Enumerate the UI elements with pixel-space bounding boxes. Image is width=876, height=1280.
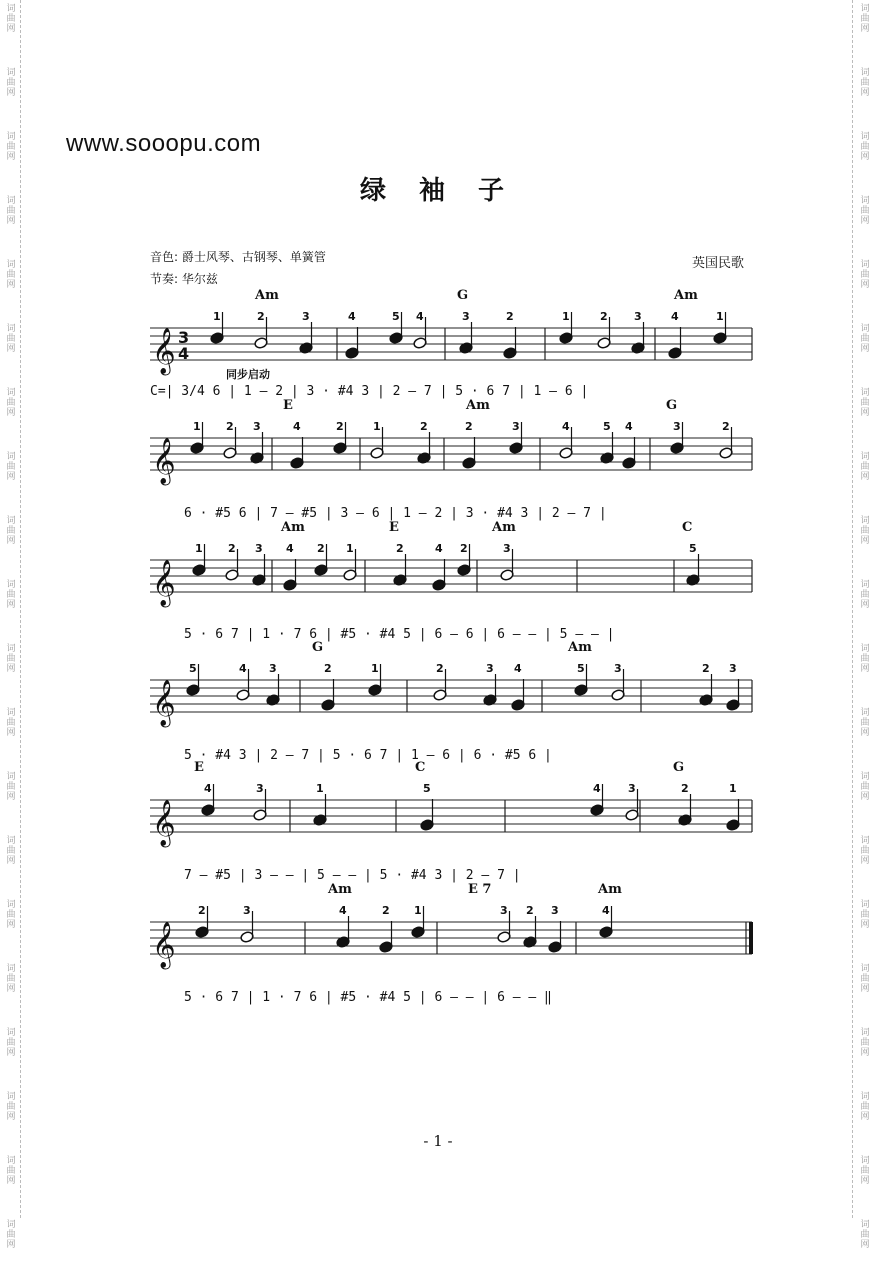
watermark-char: 曲 [6, 14, 16, 24]
chord-name: Am [492, 520, 516, 535]
jianpu-row-1: C=| 3/4 6 | 1 — 2 | 3 · #4 3 | 2 — 7 | 5 · 6 7 | 1 — 6 | [150, 384, 589, 399]
fingering-number: 2 [396, 542, 404, 555]
fingering-number: 5 [189, 662, 197, 675]
watermark-char: 网 [6, 856, 16, 866]
watermark-char: 曲 [860, 78, 870, 88]
watermark-char: 曲 [860, 462, 870, 472]
watermark-char: 网 [860, 88, 870, 98]
watermark-char: 网 [6, 280, 16, 290]
jianpu-row-3: 5 · 6 7 | 1 · 7 6 | #5 · #4 5 | 6 — 6 | 6 — — | 5 — — | [184, 627, 615, 642]
chord-name: Am [568, 640, 592, 655]
fingering-number: 1 [193, 420, 201, 433]
watermark-char: 网 [6, 1048, 16, 1058]
fingering-number: 3 [253, 420, 261, 433]
watermark-char: 词 [6, 132, 16, 142]
fingering-number: 2 [317, 542, 325, 555]
fingering-number: 3 [269, 662, 277, 675]
watermark-char: 网 [860, 920, 870, 930]
watermark-char: 词 [6, 196, 16, 206]
watermark-char: 网 [860, 24, 870, 34]
watermark-char: 曲 [860, 526, 870, 536]
fingering-number: 1 [562, 310, 570, 323]
watermark-char: 网 [860, 472, 870, 482]
watermark-char: 词 [860, 644, 870, 654]
watermark-char: 曲 [860, 974, 870, 984]
watermark-char: 曲 [860, 1038, 870, 1048]
watermark-char: 网 [6, 920, 16, 930]
watermark-char: 网 [860, 1112, 870, 1122]
fingering-number: 1 [729, 782, 737, 795]
watermark-char: 词 [6, 1220, 16, 1230]
watermark-char: 网 [6, 1240, 16, 1250]
watermark-char: 网 [6, 408, 16, 418]
fingering-number: 4 [348, 310, 356, 323]
chord-name: E [389, 520, 399, 535]
watermark-char: 词 [6, 452, 16, 462]
chord-name: E [194, 760, 204, 775]
watermark-char: 网 [860, 344, 870, 354]
treble-clef: 𝄞 [152, 438, 176, 484]
jianpu-row-4: 5 · #4 3 | 2 — 7 | 5 · 6 7 | 1 — 6 | 6 · #5 6 | [184, 748, 552, 763]
watermark-char: 网 [6, 984, 16, 994]
fingering-number: 1 [371, 662, 379, 675]
watermark-char: 词 [860, 4, 870, 14]
fingering-number: 3 [628, 782, 636, 795]
chord-name: Am [598, 882, 622, 897]
watermark-char: 网 [860, 1048, 870, 1058]
watermark-char: 词 [860, 68, 870, 78]
fingering-number: 2 [228, 542, 236, 555]
fingering-number: 2 [198, 904, 206, 917]
watermark-char: 网 [860, 600, 870, 610]
fingering-number: 4 [286, 542, 294, 555]
fingering-number: 4 [293, 420, 301, 433]
watermark-char: 曲 [860, 14, 870, 24]
watermark-char: 曲 [860, 142, 870, 152]
watermark-char: 网 [6, 664, 16, 674]
watermark-char: 词 [6, 1028, 16, 1038]
watermark-char: 网 [6, 216, 16, 226]
watermark-char: 网 [6, 152, 16, 162]
watermark-char: 网 [6, 792, 16, 802]
fingering-number: 3 [462, 310, 470, 323]
watermark-char: 网 [860, 856, 870, 866]
watermark-char: 网 [860, 216, 870, 226]
origin-label: 英国民歌 [691, 256, 744, 271]
watermark-char: 词 [6, 900, 16, 910]
watermark-char: 曲 [860, 782, 870, 792]
watermark-char: 网 [860, 1240, 870, 1250]
watermark-char: 网 [860, 408, 870, 418]
fingering-number: 2 [460, 542, 468, 555]
fingering-number: 3 [256, 782, 264, 795]
watermark-char: 网 [6, 24, 16, 34]
fingering-number: 1 [346, 542, 354, 555]
watermark-char: 网 [860, 792, 870, 802]
watermark-char: 网 [6, 1176, 16, 1186]
chord-name: G [457, 288, 469, 303]
watermark-char: 词 [860, 324, 870, 334]
watermark-char: 曲 [6, 1230, 16, 1240]
fingering-number: 2 [526, 904, 534, 917]
song-title: 绿 袖 子 [359, 176, 517, 206]
watermark-char: 曲 [860, 718, 870, 728]
watermark-char: 词 [6, 68, 16, 78]
fingering-number: 3 [551, 904, 559, 917]
page-number: - 1 - [423, 1132, 453, 1150]
watermark-char: 网 [860, 536, 870, 546]
watermark-char: 词 [860, 836, 870, 846]
fingering-number: 3 [673, 420, 681, 433]
fingering-number: 3 [614, 662, 622, 675]
watermark-char: 词 [6, 1092, 16, 1102]
watermark-char: 词 [860, 580, 870, 590]
watermark-char: 词 [860, 1028, 870, 1038]
fingering-number: 2 [226, 420, 234, 433]
fingering-number: 1 [316, 782, 324, 795]
watermark-char: 曲 [6, 334, 16, 344]
watermark-char: 曲 [6, 846, 16, 856]
chord-name: G [666, 398, 678, 413]
fingering-number: 2 [702, 662, 710, 675]
fingering-number: 3 [729, 662, 737, 675]
watermark-char: 词 [6, 260, 16, 270]
chord-name: Am [328, 882, 352, 897]
fingering-number: 4 [593, 782, 601, 795]
watermark-char: 词 [860, 900, 870, 910]
jianpu-row-5: 7 — #5 | 3 — — | 5 — — | 5 · #4 3 | 2 — 7 | [184, 868, 521, 883]
watermark-char: 曲 [860, 206, 870, 216]
watermark-group [4, 1216, 18, 1280]
fingering-number: 3 [243, 904, 251, 917]
watermark-char: 词 [6, 324, 16, 334]
watermark-char: 曲 [860, 1102, 870, 1112]
fingering-number: 4 [562, 420, 570, 433]
watermark-char: 词 [860, 772, 870, 782]
watermark-char: 曲 [860, 1166, 870, 1176]
watermark-char: 词 [860, 708, 870, 718]
chord-name: C [682, 520, 693, 535]
watermark-char: 词 [6, 644, 16, 654]
watermark-char: 词 [6, 1156, 16, 1166]
watermark-char: 曲 [6, 910, 16, 920]
chord-name: G [673, 760, 685, 775]
watermark-char: 网 [6, 728, 16, 738]
watermark-char: 网 [6, 600, 16, 610]
watermark-char: 网 [860, 728, 870, 738]
watermark-char: 曲 [6, 590, 16, 600]
watermark-char: 曲 [860, 398, 870, 408]
watermark-char: 曲 [860, 270, 870, 280]
fingering-number: 5 [392, 310, 400, 323]
treble-clef: 𝄞 [152, 560, 176, 606]
watermark-char: 词 [860, 452, 870, 462]
fingering-number: 1 [716, 310, 724, 323]
watermark-char: 曲 [6, 718, 16, 728]
fingering-number: 3 [634, 310, 642, 323]
fingering-number: 4 [625, 420, 633, 433]
rhythm-line: 节奏: 华尔兹 [150, 272, 218, 286]
fingering-number: 1 [373, 420, 381, 433]
fingering-number: 4 [602, 904, 610, 917]
fingering-number: 2 [436, 662, 444, 675]
watermark-char: 曲 [6, 1038, 16, 1048]
watermark-char: 曲 [6, 1166, 16, 1176]
fingering-number: 2 [506, 310, 514, 323]
watermark-char: 网 [860, 984, 870, 994]
treble-clef: 𝄞 [152, 922, 176, 968]
fingering-number: 4 [435, 542, 443, 555]
time-signature-top: 3 [178, 328, 190, 347]
fingering-number: 1 [195, 542, 203, 555]
fingering-number: 1 [213, 310, 221, 323]
watermark-char: 曲 [6, 270, 16, 280]
watermark-char: 网 [6, 344, 16, 354]
watermark-char: 曲 [6, 462, 16, 472]
watermark-char: 网 [6, 88, 16, 98]
fingering-number: 4 [239, 662, 247, 675]
watermark-char: 曲 [6, 398, 16, 408]
watermark-char: 曲 [860, 334, 870, 344]
watermark-char: 网 [860, 664, 870, 674]
fingering-number: 2 [722, 420, 730, 433]
chord-name: C [415, 760, 426, 775]
watermark-char: 词 [6, 708, 16, 718]
watermark-char: 词 [860, 388, 870, 398]
watermark-group [858, 1216, 872, 1280]
fingering-number: 5 [603, 420, 611, 433]
watermark-char: 词 [860, 196, 870, 206]
watermark-char: 曲 [6, 142, 16, 152]
fingering-number: 4 [204, 782, 212, 795]
watermark-char: 曲 [6, 526, 16, 536]
watermark-char: 词 [860, 964, 870, 974]
treble-clef: 𝄞 [152, 680, 176, 726]
watermark-char: 曲 [6, 654, 16, 664]
fingering-number: 2 [420, 420, 428, 433]
watermark-char: 曲 [6, 1102, 16, 1112]
watermark-char: 词 [6, 580, 16, 590]
treble-clef: 𝄞 [152, 800, 176, 846]
watermark-char: 曲 [6, 78, 16, 88]
fingering-number: 5 [689, 542, 697, 555]
jianpu-row-6: 5 · 6 7 | 1 · 7 6 | #5 · #4 5 | 6 — — | 6 — — ‖ [184, 990, 552, 1005]
fingering-number: 3 [486, 662, 494, 675]
watermark-char: 词 [6, 836, 16, 846]
watermark-char: 曲 [6, 206, 16, 216]
chord-name: G [312, 640, 324, 655]
chord-name: E 7 [468, 882, 492, 897]
fingering-number: 2 [382, 904, 390, 917]
watermark-char: 曲 [860, 910, 870, 920]
watermark-char: 曲 [860, 846, 870, 856]
time-signature-bottom: 4 [178, 344, 190, 363]
watermark-char: 词 [6, 388, 16, 398]
watermark-char: 网 [860, 1176, 870, 1186]
fingering-number: 2 [336, 420, 344, 433]
fingering-number: 2 [465, 420, 473, 433]
fingering-number: 2 [257, 310, 265, 323]
watermark-char: 词 [860, 1220, 870, 1230]
timbre-line: 音色: 爵士风琴、古钢琴、单簧管 [150, 250, 326, 264]
fingering-number: 3 [503, 542, 511, 555]
chord-name: Am [466, 398, 490, 413]
site-url[interactable]: www.sooopu.com [66, 130, 262, 157]
watermark-char: 网 [6, 1112, 16, 1122]
fingering-number: 4 [339, 904, 347, 917]
watermark-char: 词 [6, 772, 16, 782]
watermark-char: 词 [6, 516, 16, 526]
watermark-char: 网 [860, 280, 870, 290]
fingering-number: 4 [416, 310, 424, 323]
fingering-number: 3 [512, 420, 520, 433]
watermark-char: 曲 [6, 974, 16, 984]
watermark-char: 词 [6, 964, 16, 974]
fingering-number: 3 [255, 542, 263, 555]
watermark-char: 曲 [860, 1230, 870, 1240]
fingering-number: 2 [600, 310, 608, 323]
watermark-char: 网 [6, 536, 16, 546]
fingering-number: 5 [423, 782, 431, 795]
fingering-number: 4 [514, 662, 522, 675]
watermark-char: 曲 [6, 782, 16, 792]
watermark-char: 词 [860, 132, 870, 142]
fingering-number: 2 [681, 782, 689, 795]
fingering-number: 4 [671, 310, 679, 323]
fingering-number: 3 [302, 310, 310, 323]
sync-start-label: 同步启动 [226, 368, 270, 381]
jianpu-row-2: 6 · #5 6 | 7 — #5 | 3 — 6 | 1 — 2 | 3 · #4 3 | 2 — 7 | [184, 506, 607, 521]
watermark-char: 网 [6, 472, 16, 482]
watermark-char: 词 [860, 516, 870, 526]
chord-name: Am [674, 288, 698, 303]
chord-name: Am [255, 288, 279, 303]
chord-name: Am [281, 520, 305, 535]
watermark-char: 词 [860, 1156, 870, 1166]
watermark-char: 词 [6, 4, 16, 14]
fingering-number: 1 [414, 904, 422, 917]
watermark-char: 词 [860, 1092, 870, 1102]
watermark-char: 词 [860, 260, 870, 270]
chord-name: E [283, 398, 293, 413]
treble-clef: 𝄞 [152, 328, 176, 374]
fingering-number: 3 [500, 904, 508, 917]
watermark-char: 曲 [860, 590, 870, 600]
fingering-number: 5 [577, 662, 585, 675]
watermark-char: 曲 [860, 654, 870, 664]
watermark-char: 网 [860, 152, 870, 162]
fingering-number: 2 [324, 662, 332, 675]
